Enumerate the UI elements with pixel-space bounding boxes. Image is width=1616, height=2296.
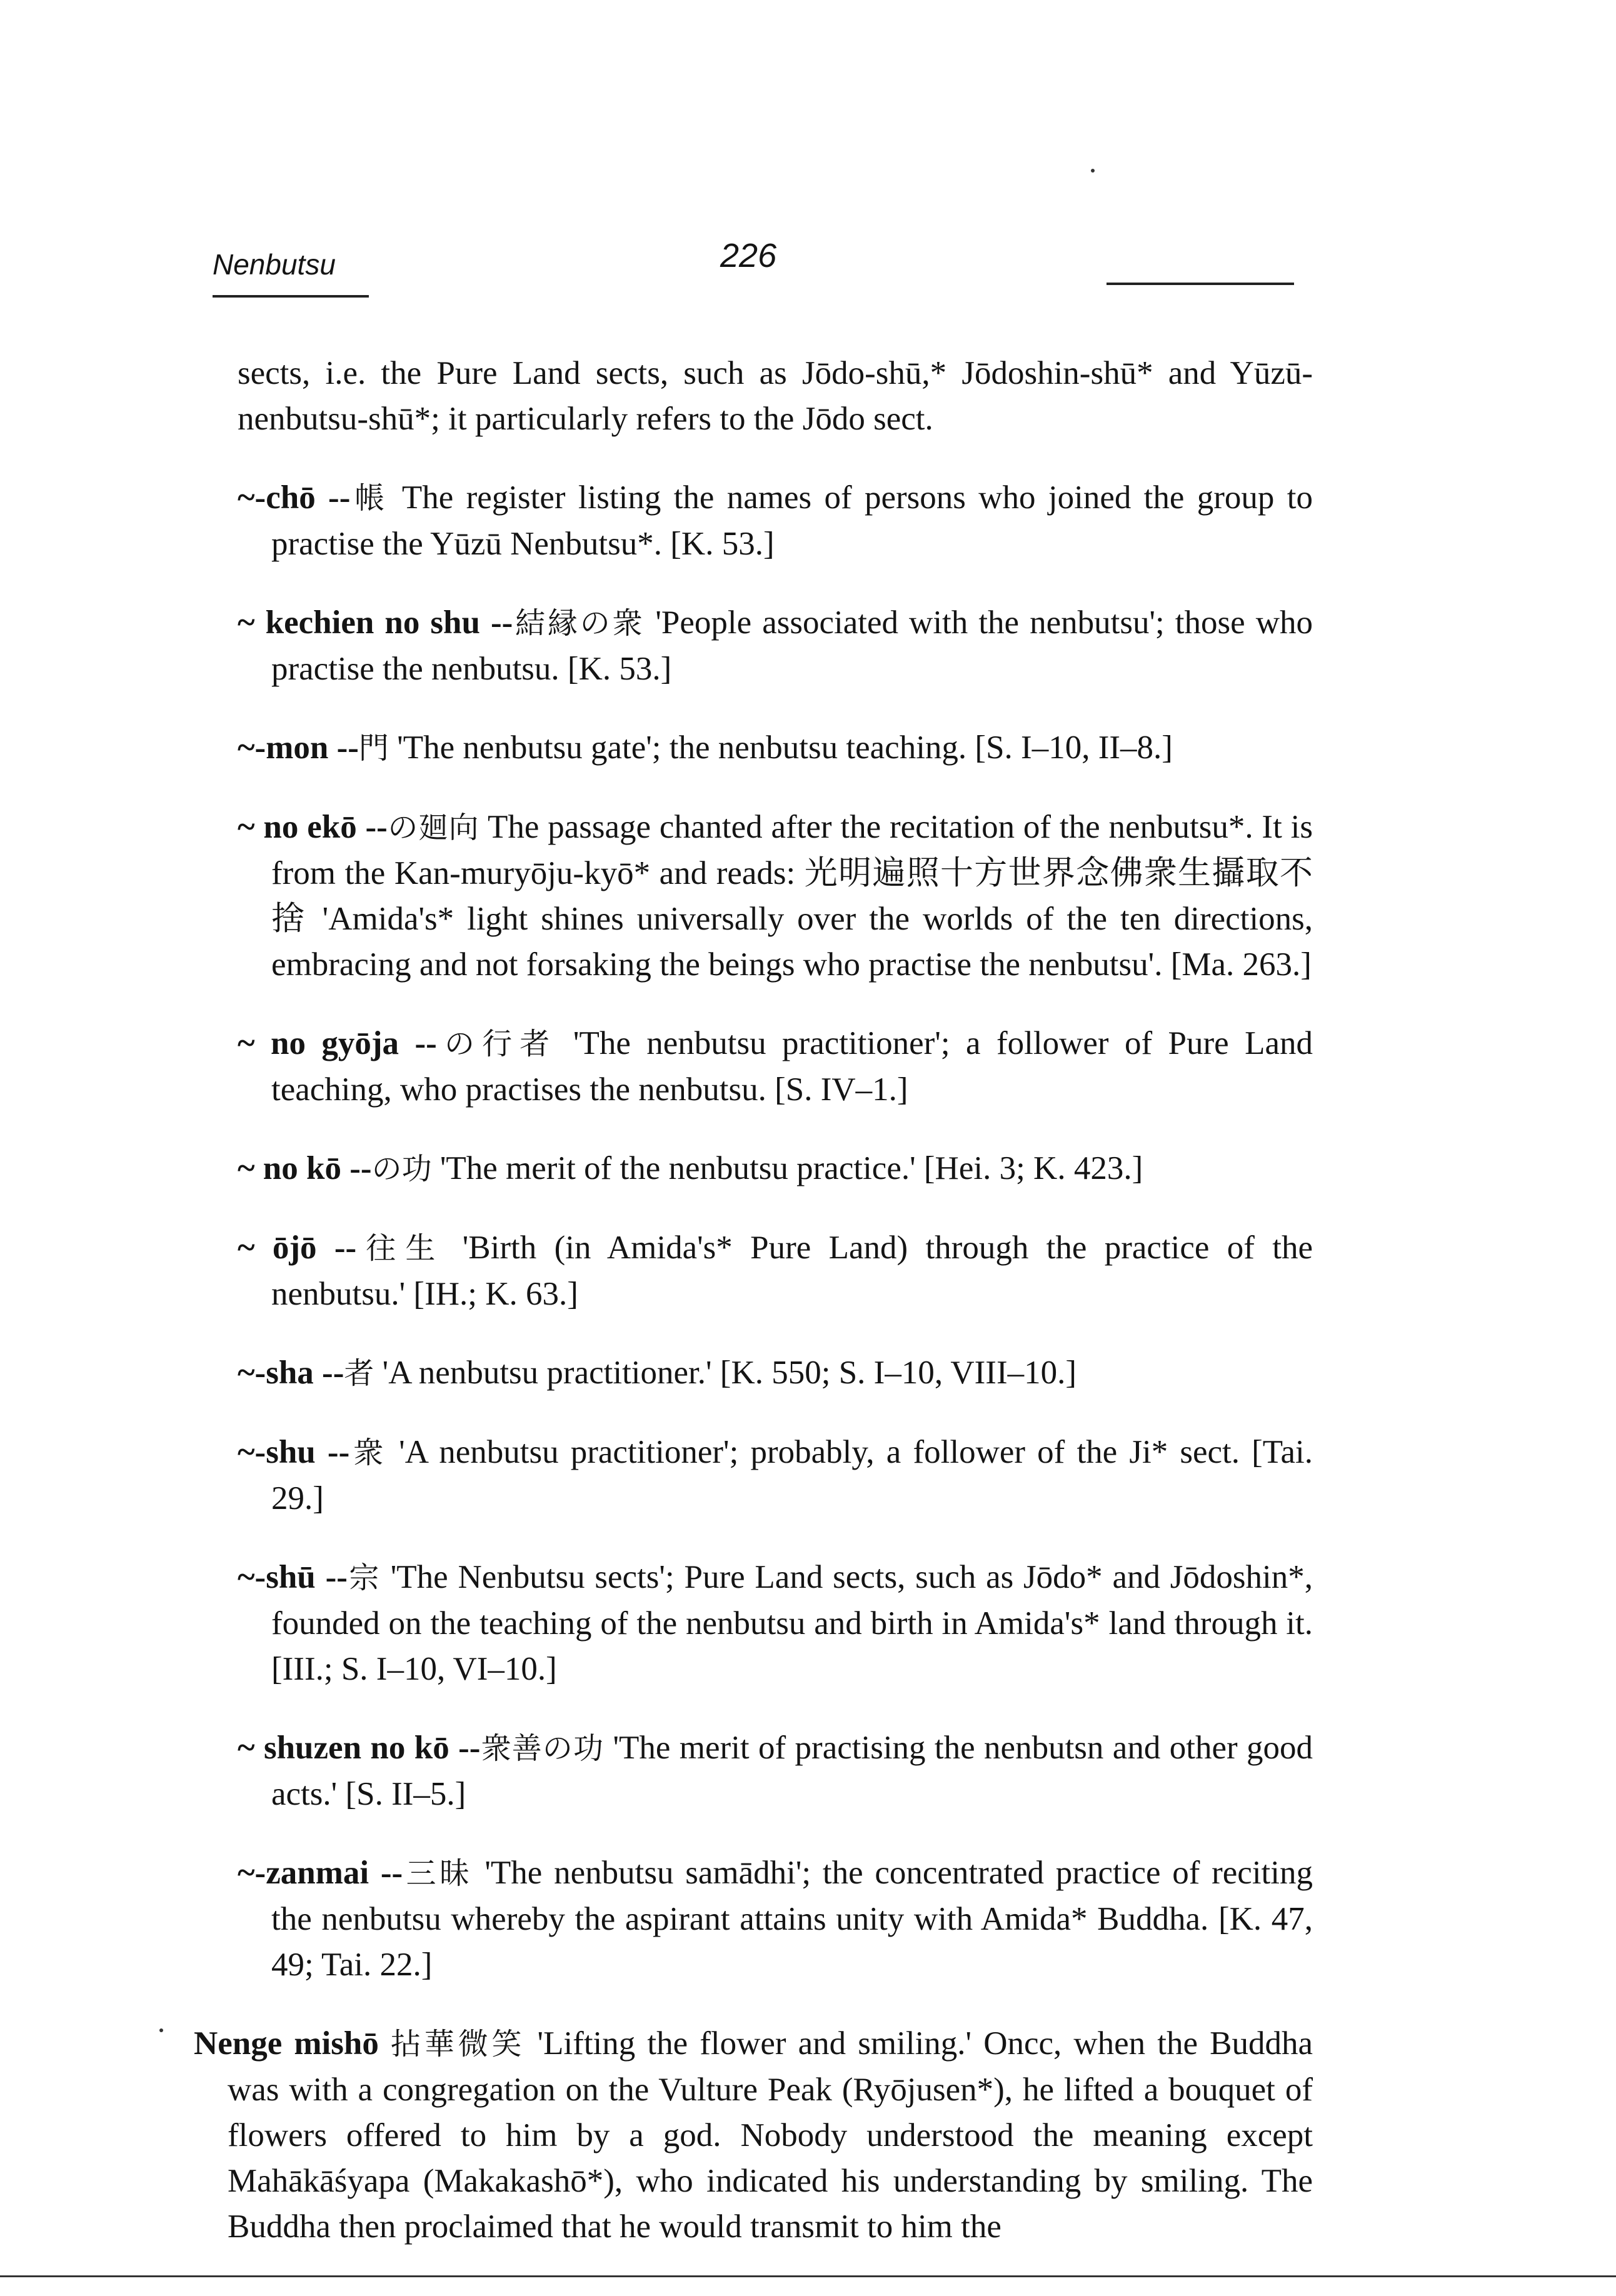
entry-text: 'A nenbutsu practitioner'; probably, a follower of the Ji* sect. [Tai. 29.] (271, 1434, 1313, 1516)
subentry-term: ~ ōjō -- (238, 1230, 357, 1266)
subentry-no-ko (238, 1146, 1313, 1192)
running-head (213, 236, 1294, 286)
page-number: 226 (720, 237, 777, 274)
entry-text: 'Birth (in Amida's* Pure Land) through the practice of the nenbutsu.' [IH.; K. 63.] (271, 1230, 1313, 1312)
header-rule-right (1107, 283, 1294, 285)
entry-text: 'The merit of the nenbutsu practice.' [Hei. 3; K. 423.] (431, 1150, 1143, 1186)
print-speck (159, 2028, 163, 2032)
japanese-term: 衆 (349, 1435, 388, 1470)
subentry-term: ~ shuzen no kō -- (238, 1730, 481, 1766)
entry-text: The register listing the names of persons who joined the group to practise the Yūzū Nenbutsu*. [K. 53.] (271, 479, 1313, 562)
japanese-term: 帳 (350, 481, 389, 516)
subentry-mon (238, 725, 1313, 771)
entry-text: 'The Nenbutsu sects'; Pure Land sects, such as Jōdo* and Jōdoshin*, founded on the teaching of the nenbutsu and birth in Amida's* land through it. [III.; S. I–10, VI–10.] (271, 1559, 1313, 1687)
entry-text: The passage chanted after the recitation of the nenbutsu*. It is from the Kan-muryōju-kyō* and reads: 光明遍照十方世界念佛衆生攝取不捨 'Amida's* light shines universally over the worlds of the ten directions, embracing and not forsaking the beings who practise the nenbutsu'. [Ma. 263.] (271, 809, 1313, 983)
entry-text: 'The nenbutsu practitioner'; a follower of Pure Land teaching, who practises the nenbutsu. [S. IV–1.] (271, 1025, 1313, 1108)
subentry-ojo (238, 1225, 1313, 1317)
entry-text: 'A nenbutsu practitioner.' [K. 550; S. I–10, VIII–10.] (374, 1355, 1077, 1391)
subentry-shu (238, 1430, 1313, 1521)
subentry-no-gyoja (238, 1021, 1313, 1113)
entry-text: 'The merit of practising the nenbutsn and other good acts.' [S. II–5.] (271, 1730, 1313, 1812)
subentry-zanmai (238, 1850, 1313, 1988)
subentry-no-eko (238, 805, 1313, 988)
headword: Nenge mishō (194, 2025, 379, 2062)
subentry-sha (238, 1350, 1313, 1396)
japanese-term: 往生 (356, 1231, 445, 1266)
subentry-term: ~ no ekō -- (238, 809, 388, 845)
subentry-cho (238, 475, 1313, 567)
subentry-term: ~-shū -- (238, 1559, 348, 1595)
subentry-shuzen-no-ko (238, 1725, 1313, 1817)
japanese-term: 拈華微笑 (391, 2027, 526, 2062)
subentry-term: ~-shu -- (238, 1434, 350, 1470)
subentry-term: ~ no gyōja -- (238, 1025, 437, 1061)
subentry-term: ~-mon -- (238, 729, 359, 766)
japanese-term: 三昧 (403, 1856, 473, 1891)
subentry-kechien-no-shu (238, 600, 1313, 692)
entry-text: sects, i.e. the Pure Land sects, such as Jōdo-shū,* Jōdoshin-shū* and Yūzū-nenbutsu-shū*; it particularly refers to the Jōdo sect. (238, 355, 1313, 437)
subentry-term: ~ kechien no shu -- (238, 604, 513, 641)
japanese-term: 宗 (347, 1560, 381, 1595)
japanese-term: 結縁の衆 (513, 606, 645, 641)
entry-text: 'People associated with the nenbutsu'; those who practise the nenbutsu. [K. 53.] (271, 604, 1313, 687)
header-rule-left (213, 295, 369, 298)
japanese-term: の行者 (436, 1026, 558, 1061)
subentry-term: ~-sha -- (238, 1355, 344, 1391)
print-speck (1091, 169, 1095, 173)
page-bottom-edge (0, 2275, 1616, 2277)
japanese-term: 門 (358, 731, 389, 766)
subentry-term: ~-zanmai -- (238, 1855, 403, 1891)
japanese-term: 衆善の功 (480, 1731, 605, 1766)
japanese-term: の廻向 (387, 810, 479, 845)
subentry-shuu (238, 1555, 1313, 1692)
subentry-term: ~-chō -- (238, 479, 351, 516)
section-title: Nenbutsu (213, 248, 336, 281)
subentry-term: ~ no kō -- (238, 1150, 372, 1186)
entry-nenge-misho (194, 2021, 1313, 2250)
japanese-term: 者 (344, 1356, 374, 1391)
entry-continuation (238, 351, 1313, 442)
entry-text: 'The nenbutsu samādhi'; the concentrated practice of reciting the nenbutsu whereby the aspirant attains unity with Amida* Buddha. [K. 47, 49; Tai. 22.] (271, 1855, 1313, 1983)
japanese-term: の功 (371, 1151, 432, 1186)
dictionary-body (194, 318, 1313, 2256)
entry-text: 'Lifting the flower and smiling.' Oncc, when the Buddha was with a congregation on the Vulture Peak (Ryōjusen*), he lifted a bouquet of flowers offered to him by a god. Nobody understood the meaning except Mahākāśyapa (Makakashō*), who indicated his understanding by smiling. The Buddha then proclaimed that he would transmit to him the (228, 2025, 1313, 2245)
entry-text: 'The nenbutsu gate'; the nenbutsu teaching. [S. I–10, II–8.] (388, 729, 1173, 766)
